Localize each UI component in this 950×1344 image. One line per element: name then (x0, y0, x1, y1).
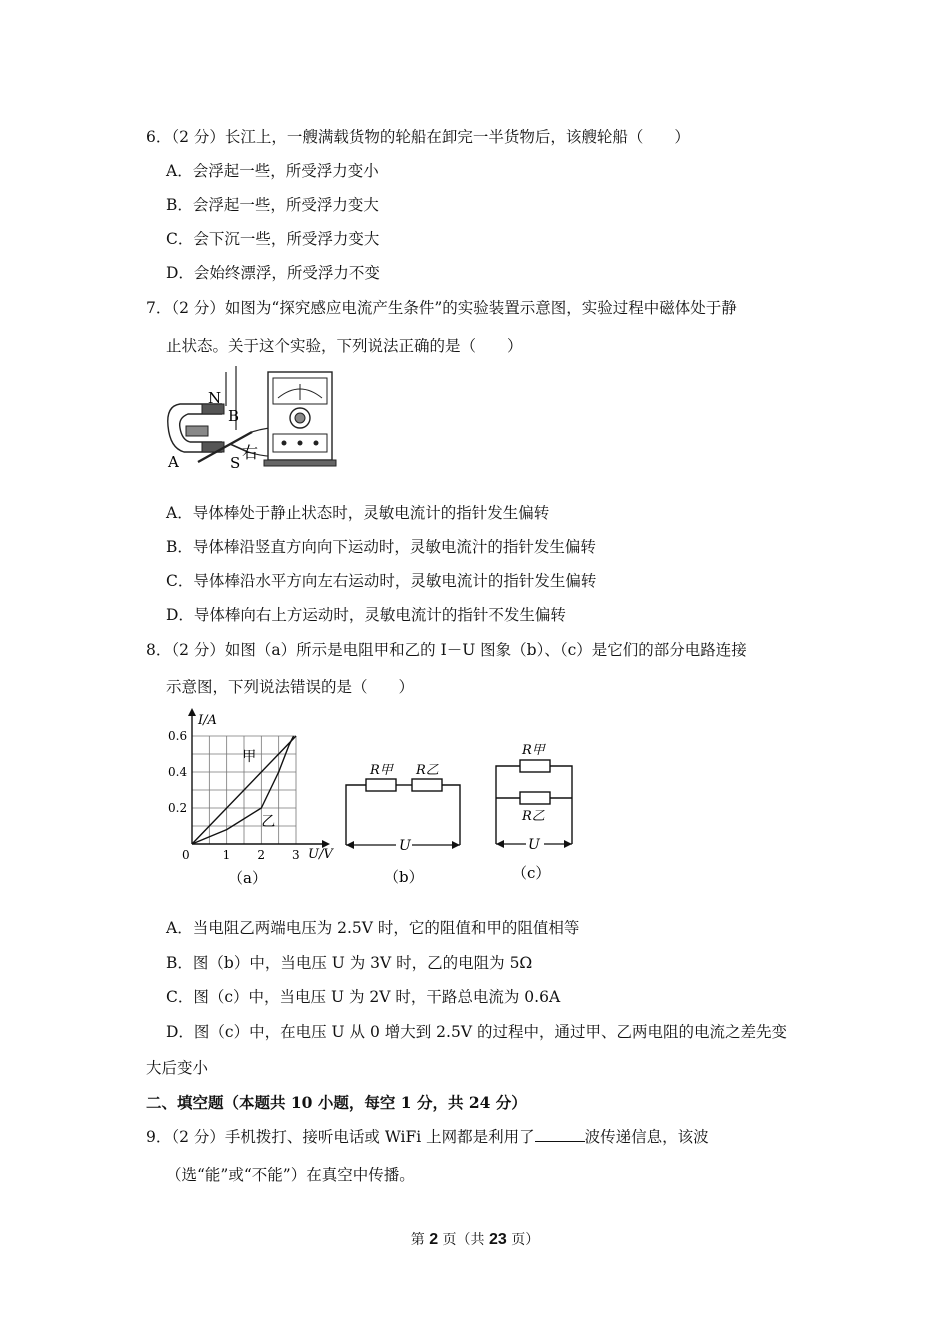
q9-answer-blank[interactable] (535, 1127, 585, 1142)
y-tick-label: 0.6 (168, 729, 188, 743)
footer-prefix: 第 (410, 1232, 425, 1248)
series-label-yi: 乙 (261, 814, 276, 830)
q8-option-d-cont: 大后变小 (146, 1059, 209, 1077)
y-tick-label: 0.2 (168, 801, 188, 815)
q6-option-d: D．会始终漂浮，所受浮力不变 (166, 264, 380, 282)
label-right: 右 (242, 443, 259, 462)
label-b: B (228, 407, 240, 425)
caption-c: （c） (512, 864, 551, 882)
resistor-jia-c (520, 760, 550, 772)
chart-caption-a: （a） (228, 869, 267, 887)
q7-stem-line1: 7．（2 分）如图为“探究感应电流产生条件”的实验装置示意图，实验过程中磁体处于静 (146, 299, 737, 317)
footer-total-pages: 23 (489, 1231, 507, 1248)
iu-chart (160, 708, 360, 888)
q7-option-c: C．导体棒沿水平方向左右运动时，灵敏电流计的指针发生偏转 (166, 572, 597, 590)
page-footer (0, 1229, 950, 1249)
q6-option-b: B．会浮起一些，所受浮力变大 (166, 196, 379, 214)
label-r-jia-b: R甲 (370, 763, 393, 778)
label-r-yi-b: R乙 (416, 763, 439, 778)
q8-option-d: D．图（c）中，在电压 U 从 0 增大到 2.5V 的过程中，通过甲、乙两电阻的电流之差先变 (166, 1023, 787, 1041)
label-u-c: U (528, 837, 540, 853)
footer-suffix: 页） (511, 1232, 540, 1248)
q7-option-a: A．导体棒处于静止状态时，灵敏电流计的指针发生偏转 (166, 504, 550, 522)
q7-stem-line2: 止状态。关于这个实验，下列说法正确的是（ ） (166, 337, 523, 355)
resistor-yi-c (520, 792, 550, 804)
series-label-jia: 甲 (242, 749, 257, 766)
q6-option-c: C．会下沉一些，所受浮力变大 (166, 230, 380, 248)
footer-page-number: 2 (429, 1231, 439, 1248)
label-r-yi-c: R乙 (522, 809, 545, 824)
label-r-jia-c: R甲 (522, 743, 545, 758)
q6-stem: 6．（2 分）长江上，一艘满载货物的轮船在卸完一半货物后，该艘轮船（ ） (146, 128, 690, 146)
section-title: 二、填空题（本题共 10 小题，每空 1 分，共 24 分） (146, 1093, 527, 1112)
q6-option-a: A．会浮起一些，所受浮力变小 (166, 162, 379, 180)
circuit-c (490, 738, 590, 888)
q9-stem-line2: （选“能”或“不能”）在真空中传播。 (166, 1166, 415, 1184)
q8-option-b: B．图（b）中，当电压 U 为 3V 时，乙的电阻为 5Ω (166, 954, 533, 972)
circuit-b (340, 755, 470, 885)
x-tick-label: 1 (222, 848, 231, 862)
x-tick-label: 2 (257, 848, 265, 862)
q8-option-c: C．图（c）中，当电压 U 为 2V 时，干路总电流为 0.6A (166, 988, 561, 1006)
y-axis-label: I/A (198, 713, 217, 728)
q7-option-d: D．导体棒向右上方运动时，灵敏电流计的指针不发生偏转 (166, 606, 566, 624)
x-tick-label: 3 (292, 848, 300, 862)
q7-option-b: B．导体棒沿竖直方向向下运动时，灵敏电流汁的指针发生偏转 (166, 538, 596, 556)
q8-option-a: A．当电阻乙两端电压为 2.5V 时，它的阻值和甲的阻值相等 (166, 919, 580, 937)
label-s: S (230, 454, 241, 472)
label-a: A (168, 453, 179, 471)
caption-b: （b） (384, 868, 424, 886)
y-axis-arrow (188, 708, 196, 716)
x-tick-label: 0 (182, 848, 190, 862)
x-axis-label: U/V (308, 847, 333, 862)
y-tick-label: 0.4 (168, 765, 188, 779)
q9-stem-before: 9．（2 分）手机拨打、接听电话或 WiFi 上网都是利用了 (146, 1128, 535, 1146)
label-u-b: U (399, 838, 411, 854)
q8-stem-line2: 示意图，下列说法错误的是（ ） (166, 678, 415, 696)
q9-stem-line1 (146, 1127, 709, 1147)
q8-stem-line1: 8．（2 分）如图（a）所示是电阻甲和乙的 I－U 图象（b）、（c）是它们的部分电路连接 (146, 641, 747, 659)
resistor-yi (412, 779, 442, 791)
footer-middle: 页（共 (442, 1232, 485, 1248)
resistor-jia (366, 779, 396, 791)
q9-stem-after: 波传递信息，该波 (584, 1128, 709, 1146)
label-n: N (208, 389, 222, 407)
q7-apparatus-figure (160, 366, 340, 476)
